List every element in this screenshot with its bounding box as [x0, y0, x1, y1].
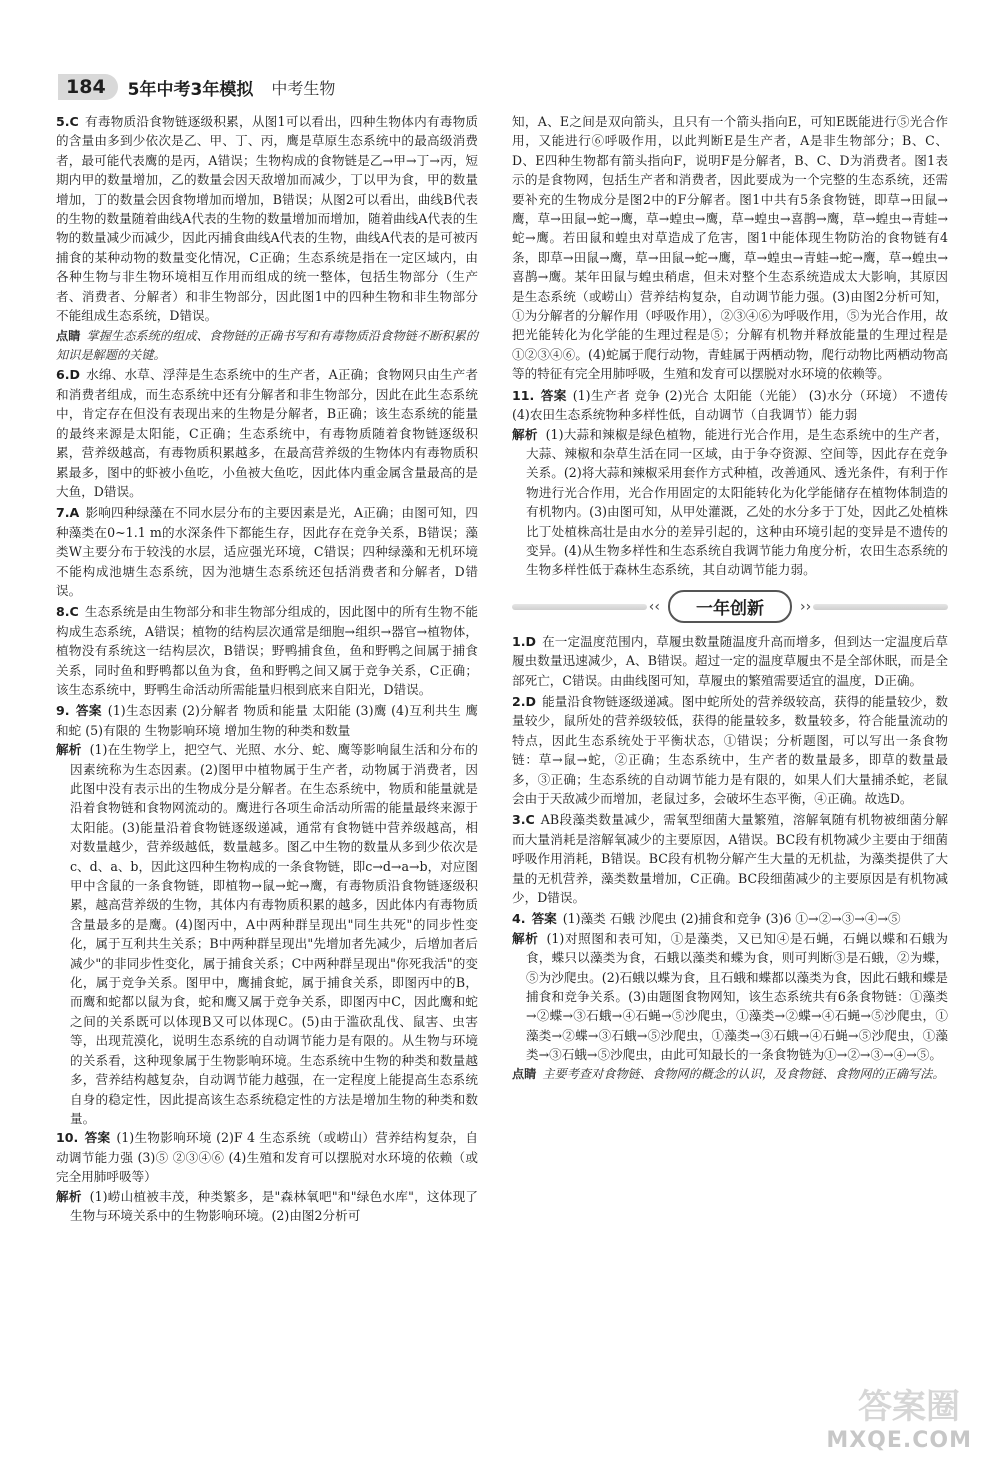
question-8: [56, 602, 478, 699]
chevron-right-icon: ››: [800, 598, 812, 615]
question-number: 10.: [56, 1130, 79, 1146]
innovation-question-3: [512, 810, 948, 907]
question-explanation: 有毒物质沿食物链逐级积累，从图1可以看出，四种生物体内有毒物质的含量由多到少依次是乙、甲、丁、丙，鹰是草原生态系统中的最高级消费者，最可能代表鹰的是丙，A错误；生物构成的食物链是乙→甲→丁→丙，短期内甲的数量增加，乙的数量会因天敌增加而减少，丁以甲为食，甲的数量增加，丁的数量会因食物增加而增加，B错误；从图2可以看出，曲线B代表的生物的数量随着曲线A代表的生物的数量增加而增加，随着曲线A代表的生物的数量减少而减少，因此丙捕食曲线A代表的生物，曲线A代表的是可被丙捕食的某种动物的数量变化情况，C正确；生态系统是指在一定区域内，由各种生物与非生物环境相互作用而组成的统一整体，包括生物部分（生产者、消费者、分解者）和非生物部分，因此图1中的四种生物和非生物部分不能组成生态系统，D错误。: [56, 114, 478, 324]
banner-rule-right: [813, 604, 948, 610]
analysis-9: [56, 740, 478, 1128]
watermark-site: MXQE.COM: [826, 1428, 972, 1453]
innovation-analysis-4: [512, 929, 948, 1065]
question-6: [56, 365, 478, 501]
question-7: [56, 503, 478, 600]
watermark: [762, 1379, 972, 1453]
question-explanation: 生态系统是由生物部分和非生物部分组成的，因此图中的所有生物不能构成生态系统，A错误；植物的结构层次通常是细胞→组织→器官→植物体，植物没有系统这一结构层次，B错误；野鸭捕食鱼，鱼和野鸭之间属于捕食关系，同时鱼和野鸭都以鱼为食，鱼和野鸭之间又属于竞争关系，C正确；该生态系统中，野鸭生命活动所需能量归根到底来自阳光，D错误。: [56, 604, 478, 697]
section-banner: [512, 590, 948, 624]
question-number: 8.C: [56, 604, 79, 620]
answer-label: 答案: [540, 387, 567, 403]
page-number: 184: [58, 74, 118, 100]
innovation-question-1: [512, 632, 948, 690]
question-explanation: 在一定温度范围内，草履虫数量随温度升高而增多，但到达一定温度后草履虫数量迅速减少，A、B错误。超过一定的温度草履虫不是全部休眠，而是全部死亡，C错误。由曲线图可知，草履虫的繁殖需要适宜的温度，D正确。: [512, 633, 948, 688]
question-number: 11.: [512, 387, 535, 403]
tip-text: 主要考查对食物链、食物网的概念的认识，及食物链、食物网的正确写法。: [542, 1066, 945, 1081]
analysis-text: (1)崂山植被丰茂，种类繁多，是"森林氧吧"和"绿色水库"，这体现了生物与环境关系中的生物影响环境。(2)由图2分析可: [70, 1188, 479, 1223]
left-column: [56, 112, 478, 1225]
question-number: 3.C: [512, 812, 535, 828]
watermark-logo: 答案圈: [858, 1387, 960, 1427]
banner-rule-left: [512, 604, 647, 610]
analysis-text: (1)对照图和表可知，①是藻类，又已知④是石蝇，石蝇以蝶和石蛾为食，蝶只以藻类为食，石蛾以藻类和蝶为食，则可判断③是石蛾，②为蝶，⑤为沙爬虫。(2)石蛾以蝶为食，且石蛾和蝶都以藻类为食，因此石蛾和蝶是捕食和竞争关系。(3)由题图食物网知，该生态系统共有6条食物链：①藻类→②蝶→③石蛾→④石蝇→⑤沙爬虫，①藻类→②蝶→④石蝇→⑤沙爬虫，①藻类→②蝶→③石蛾→⑤沙爬虫，①藻类→③石蛾→④石蝇→⑤沙爬虫，①藻类→③石蛾→⑤沙爬虫，由此可知最长的一条食物链为①→②→③→④→⑤。: [526, 930, 949, 1063]
tip-5: [56, 327, 478, 365]
analysis-text: (1)在生物学上，把空气、光照、水分、蛇、鹰等影响鼠生活和分布的因素统称为生态因素。(2)图甲中植物属于生产者，动物属于消费者，因此图中没有表示出的生物成分是分解者。在生态系统中，物质和能量就是沿着食物链和食物网流动的。鹰进行各项生命活动所需的能量最终来源于太阳能。(3)能量沿着食物链逐级递减，通常有食物链中营养级越高，相对数量越少，营养级越低，数量越多。图乙中生物的数量从多到少依次是c、d、a、b，因此这四种生物构成的一条食物链，即c→d→a→b，对应图甲中含鼠的一条食物链，即植物→鼠→蛇→鹰，有毒物质沿食物链逐级积累，越高营养级的生物，其体内有毒物质积累的越多，因此体内有毒物质含量最多的是鹰。(4)图丙中，A中两种群呈现出"同生共死"的同步性变化，属于互利共生关系；B中两种群呈现出"先增加者先减少，后增加者后减少"的非同步性变化，属于捕食关系；C中两种群呈现出"你死我活"的变化，属于竞争关系。图甲中，鹰捕食蛇，属于捕食关系，即图丙中的B，而鹰和蛇都以鼠为食，蛇和鹰又属于竞争关系，即图丙中C，因此鹰和蛇之间的关系既可以体现B又可以体现C。(5)由于滥砍乱伐、鼠害、虫害等，出现荒漠化，说明生态系统的自动调节能力是有限的。从生物与环境的关系看，这种现象属于生物影响环境。生态系统中生物的种类和数量越多，营养结构越复杂，自动调节能力越强，在一定程度上能提高生态系统自身的稳定性，因此提高该生态系统稳定性的方法是增加生物的种类和数量。: [70, 742, 478, 1126]
innovation-question-2: [512, 692, 948, 808]
question-number: 5.C: [56, 114, 79, 129]
answer-10: [56, 1128, 478, 1186]
answer-text: (1)生产者 竞争 (2)光合 太阳能（光能） (3)水分（环境） 不遗传 (4)农田生态系统物种多样性低，自动调节（自我调节）能力弱: [512, 387, 948, 423]
answer-9: [56, 701, 478, 740]
analysis-label: 解析: [512, 426, 538, 442]
answer-label: 答案: [75, 703, 102, 719]
question-5: [56, 112, 478, 325]
series-title: 5年中考3年模拟: [127, 79, 254, 100]
analysis-10: [56, 1187, 478, 1226]
answer-11: [512, 386, 948, 425]
tip-label: 点睛: [512, 1066, 537, 1081]
answer-label: 答案: [84, 1130, 111, 1146]
analysis-11: [512, 425, 948, 580]
answer-text: (1)生物影响环境 (2)F 4 生态系统（或崂山）营养结构复杂，自动调节能力强 (3)⑤ ②③④⑥ (4)生殖和发育可以摆脱对水环境的依赖（或完全用肺呼吸等）: [56, 1130, 478, 1185]
question-number: 6.D: [56, 367, 81, 383]
innovation-tip-4: [512, 1065, 948, 1084]
question-explanation: 能量沿食物链逐级递减。图中蛇所处的营养级较高，获得的能量较少，数量较少，鼠所处的营养级较低，获得的能量较多，数量较多，符合能量流动的特点，因此生态系统处于平衡状态，①错误；分析题图，可以写出一条食物链：草→鼠→蛇，②正确；生态系统中，生产者的数量最多，即草的数量最多，③正确；生态系统的自动调节能力是有限的，如果人们大量捕杀蛇，老鼠会由于天敌减少而增加，老鼠过多，会破坏生态平衡，④正确。故选D。: [512, 693, 948, 806]
question-explanation: 影响四种绿藻在不同水层分布的主要因素是光，A正确；由图可知，四种藻类在0~1.1 m的水深条件下都能生存，因此存在竞争关系，B错误；藻类W主要分布于较浅的水层，适应强光环境，C错误；四种绿藻和无机环境不能构成池塘生态系统，因为池塘生态系统还包括消费者和分解者，D错误。: [56, 505, 478, 598]
question-number: 4.: [512, 911, 526, 927]
analysis-label: 解析: [56, 742, 82, 758]
analysis-label: 解析: [56, 1188, 82, 1204]
page-header: [58, 72, 958, 102]
answer-label: 答案: [531, 911, 557, 927]
answer-text: (1)藻类 石蛾 沙爬虫 (2)捕食和竞争 (3)6 ①→②→③→④→⑤: [562, 911, 901, 927]
right-column: [512, 112, 948, 1084]
question-number: 2.D: [512, 693, 537, 709]
analysis-text: (1)大蒜和辣椒是绿色植物，能进行光合作用，是生态系统中的生产者，大蒜、辣椒和杂草生活在同一区域，由于争夺资源、空间等，因此存在竞争关系。(2)将大蒜和辣椒采用套作方式种植，改善通风、透光条件，有利于作物进行光合作用，光合作用固定的太阳能转化为化学能储存在植物体制造的有机物内。(3)由图可知，从甲处灌溉，乙处的水分多于丁处，因此乙处植株比丁处植株高壮是由水分的差异引起的，这种由环境引起的变异是不遗传的变异。(4)从生物多样性和生态系统自我调节能力角度分析，农田生态系统的生物多样性低于森林生态系统，其自动调节能力弱。: [526, 426, 949, 578]
section-title: 一年创新: [668, 590, 792, 623]
analysis-10-continued: 知，A、E之间是双向箭头，且只有一个箭头指向E，可知E既能进行⑤光合作用，又能进行⑥呼吸作用，以此判断E是生产者，A是非生物部分；B、C、D、E四种生物都有箭头指向F，说明F是分解者，B、C、D为消费者。图1表示的是食物网，包括生产者和消费者，因此要成为一个完整的生态系统，还需要补充的生物成分是图2中的F分解者。图1中共有5条食物链，即草→田鼠→鹰，草→田鼠→蛇→鹰，草→蝗虫→鹰，草→蝗虫→喜鹊→鹰，草→蝗虫→青蛙→蛇→鹰。若田鼠和蝗虫对草造成了危害，图1中能体现生物防治的食物链有4条，即草→田鼠→鹰，草→田鼠→蛇→鹰，草→蝗虫→青蛙→蛇→鹰，草→蝗虫→喜鹊→鹰。某年田鼠与蝗虫稍虐，但未对整个生态系统造成太大影响，其原因是生态系统（或崂山）营养结构复杂，自动调节能力强。(3)由图2分析可知，①为分解者的分解作用（呼吸作用），②③④⑥为呼吸作用，⑤为光合作用，故把光能转化为化学能的生理过程是⑤；分解有机物并释放能量的生理过程是①②③④⑥。(4)蛇属于爬行动物，青蛙属于两栖动物，爬行动物比两栖动物高等的特征有完全用肺呼吸，生殖和发育可以摆脱对水环境的依赖等。: [512, 114, 948, 382]
question-explanation: 水绵、水草、浮萍是生态系统中的生产者，A正确；食物网只由生产者和消费者组成，而生态系统中还有分解者和非生物部分，因此在此生态系统中，肯定存在但没有表现出来的生物是分解者，B正确；该生态系统的能量的最终来源是太阳能，C正确；生态系统中，有毒物质随着食物链逐级积累，营养级越高，有毒物质积累越多，在最高营养级的生物体内有毒物质积累最多，图中的虾被小鱼吃，小鱼被大鱼吃，因此体内重金属含量最高的是大鱼，D错误。: [56, 367, 478, 499]
question-number: 1.D: [512, 633, 537, 649]
tip-label: 点睛: [56, 329, 81, 344]
question-number: 7.A: [56, 505, 80, 521]
chevron-left-icon: ‹‹: [648, 598, 660, 615]
question-explanation: AB段藻类数量减少，需氧型细菌大量繁殖，溶解氧随有机物被细菌分解而大量消耗是溶解氧减少的主要原因，A错误。BC段有机物减少主要由于细菌呼吸作用消耗，B错误。BC段有机物分解产生大量的无机盐，为藻类提供了大量的无机营养，藻类数量增加，C正确。BC段细菌减少的主要原因是有机物减少，D错误。: [512, 812, 948, 906]
tip-text: 掌握生态系统的组成、食物链的正确书写和有毒物质沿食物链不断积累的知识是解题的关键。: [56, 329, 479, 363]
answer-text: (1)生态因素 (2)分解者 物质和能量 太阳能 (3)鹰 (4)互利共生 鹰和蛇 (5)有限的 生物影响环境 增加生物的种类和数量: [56, 703, 478, 738]
analysis-label: 解析: [512, 930, 539, 946]
question-number: 9.: [56, 703, 70, 719]
subject-title: 中考生物: [271, 78, 336, 98]
innovation-answer-4: [512, 909, 948, 928]
